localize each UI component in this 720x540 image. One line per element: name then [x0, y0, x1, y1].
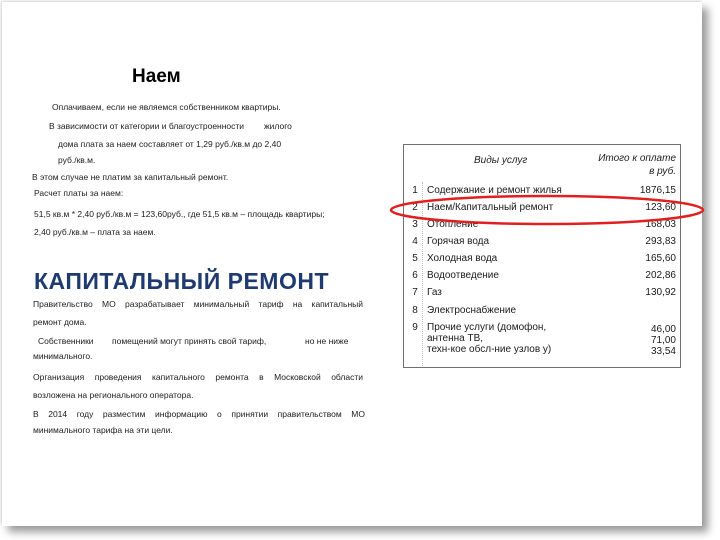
text-line: дома плата за наем составляет от 1,29 руб./кв.м до 2,40	[58, 139, 282, 149]
row-amount	[651, 324, 676, 357]
text-line: В 2014 году разместим информацию о принятии правительством МО	[33, 409, 365, 419]
row-amount-line: 33,54	[650, 346, 676, 357]
row-number: 1	[412, 185, 418, 196]
payment-table	[403, 144, 681, 368]
row-amount: 165,60	[645, 253, 676, 264]
text-line: Правительство МО разрабатывает минимальный тариф на капитальный	[33, 299, 363, 309]
text-line: помещений могут принять свой тариф,	[112, 336, 267, 346]
row-amount: 130,92	[645, 287, 676, 298]
row-service-line: антенна ТВ,	[427, 333, 484, 344]
row-number: 5	[412, 253, 418, 264]
row-service: Содержание и ремонт жилья	[427, 185, 562, 196]
header-total-line2: в руб.	[649, 166, 676, 177]
row-amount: 123,60	[645, 202, 676, 213]
row-service	[427, 322, 551, 355]
row-number: 3	[412, 219, 418, 230]
row-number: 6	[412, 270, 418, 281]
text-line: минимального тарифа на эти цели.	[33, 425, 173, 435]
highlight-ellipse-shape	[391, 196, 703, 224]
row-amount: 1876,15	[639, 185, 676, 196]
header-total	[598, 153, 676, 177]
row-amount-line: 46,00	[650, 324, 676, 335]
row-service: Газ	[427, 287, 442, 298]
text-line: жилого	[264, 121, 292, 131]
text-line: 2,40 руб./кв.м – плата за наем.	[34, 227, 156, 237]
text-line: ремонт дома.	[33, 317, 87, 327]
row-service: Горячая вода	[427, 236, 490, 247]
row-number: 9	[412, 322, 418, 333]
text-line: Расчет платы за наем:	[34, 188, 124, 198]
text-line: Организация проведения капитального ремонта в Московской области	[33, 372, 363, 382]
text-line: В этом случае не платим за капитальный ремонт.	[32, 172, 229, 182]
row-number: 8	[412, 305, 418, 316]
text-line: но не ниже	[305, 336, 349, 346]
row-amount: 293,83	[645, 236, 676, 247]
row-number: 4	[412, 236, 418, 247]
table-row	[404, 287, 680, 304]
text-line: Оплачиваем, если не являемся собственником квартиры.	[52, 102, 281, 112]
row-amount: 168,03	[645, 219, 676, 230]
text-line: возложена на регионального оператора.	[33, 390, 194, 400]
text-line: Собственники	[38, 336, 94, 346]
table-row	[404, 305, 680, 322]
row-amount-line: 71,00	[650, 335, 676, 346]
text-line: минимального.	[33, 351, 93, 361]
header-total-line1: Итого к оплате	[598, 153, 676, 164]
text-line: 51,5 кв.м * 2,40 руб./кв.м = 123,60руб., где 51,5 кв.м – площадь квартиры;	[34, 209, 325, 219]
table-row	[404, 253, 680, 270]
text-line: В зависимости от категории и благоустроенности	[49, 121, 245, 131]
row-amount: 202,86	[645, 270, 676, 281]
row-service: Водоотведение	[427, 270, 499, 281]
row-number: 7	[412, 287, 418, 298]
row-service-line: техн-кое обсл-ние узлов у)	[427, 344, 552, 355]
capital-repair-title: КАПИТАЛЬНЫЙ РЕМОНТ	[34, 268, 330, 294]
header-services: Виды услуг	[474, 155, 528, 166]
row-number: 2	[412, 202, 418, 213]
row-service: Холодная вода	[427, 253, 498, 264]
table-row	[404, 236, 680, 253]
text-line: руб./кв.м.	[58, 155, 96, 165]
table-row	[404, 322, 680, 362]
page-title: Наем	[132, 66, 181, 87]
table-row	[404, 270, 680, 287]
highlight-ellipse	[388, 190, 706, 230]
row-service: Электроснабжение	[427, 305, 517, 316]
row-service: Отопление	[427, 219, 479, 230]
row-service: Наем/Капитальный ремонт	[427, 202, 554, 213]
row-service-line: Прочие услуги (домофон,	[427, 322, 547, 333]
